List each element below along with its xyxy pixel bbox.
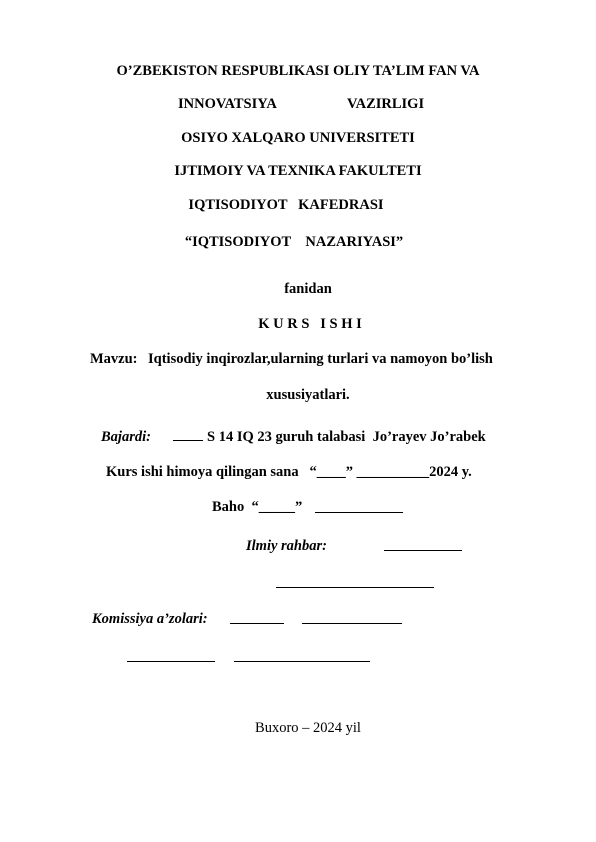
supervisor-name-blank: [276, 587, 434, 588]
author-label: Bajardi:: [101, 429, 151, 445]
ministry-line-2-part-2: VAZIRLIGI: [347, 96, 425, 112]
subject-suffix: fanidan: [284, 281, 332, 297]
work-type-title: K U R S I S H I: [258, 316, 362, 332]
grade-label: Baho “_____”: [212, 499, 303, 515]
faculty-name: IJTIMOIY VA TEXNIKA FAKULTETI: [174, 163, 422, 179]
grade-signature-blank: [315, 512, 403, 513]
author-blank: [173, 440, 203, 441]
commission-blank-1: [230, 623, 284, 624]
topic-text-line-1: Iqtisodiy inqirozlar,ularning turlari va namoyon bo’lish: [148, 351, 493, 367]
ministry-line-2-part-1: INNOVATSIYA: [178, 96, 277, 112]
topic-text-line-2: xususiyatlari.: [266, 387, 350, 403]
commission-label: Komissiya a’zolari:: [92, 611, 208, 627]
author-text: S 14 IQ 23 guruh talabasi Jo’rayev Jo’rabek: [207, 429, 486, 445]
ministry-line-1: O’ZBEKISTON RESPUBLIKASI OLIY TA’LIM FAN VA: [116, 63, 480, 79]
topic-label: Mavzu:: [90, 351, 138, 367]
university-name: OSIYO XALQARO UNIVERSITETI: [181, 130, 415, 146]
subject-name: “IQTISODIYOT NAZARIYASI”: [184, 234, 404, 250]
footer-place-year: Buxoro – 2024 yil: [255, 720, 361, 736]
commission-blank-3: [127, 661, 215, 662]
supervisor-signature-blank: [384, 550, 462, 551]
defense-text: Kurs ishi himoya qilingan sana “____” __________2024 y.: [106, 464, 472, 480]
commission-blank-4: [234, 661, 370, 662]
supervisor-label: Ilmiy rahbar:: [246, 538, 327, 554]
department-name: IQTISODIYOT KAFEDRASI: [188, 197, 384, 213]
commission-blank-2: [302, 623, 402, 624]
